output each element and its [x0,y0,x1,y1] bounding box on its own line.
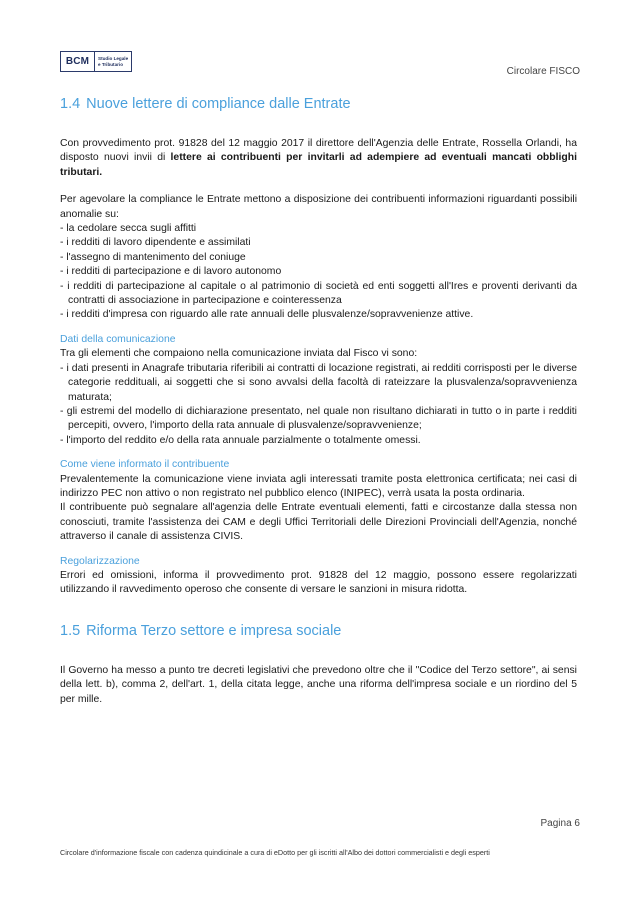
terzo-settore-paragraph: Il Governo ha messo a punto tre decreti legislativi che prevedono oltre che il "Codice del Terzo settore", ai sensi della lett. b), comma 2, dell'art. 1, della citata legge, anche una riforma dell'impresa sociale e un riordino del 5 per mille. [60,664,577,705]
section-number: 1.4 [60,96,81,112]
list-item: - i redditi di lavoro dipendente e assimilati [60,237,251,249]
list-item: - gli estremi del modello di dichiarazione presentato, nel quale non risultano dichiarati in tutto o in parte i redditi percepiti, ovvero, l'importo della rata annuale di plusvalenze/sopravvenienze; [60,405,577,432]
anomalies-list [60,222,577,323]
section-1-5-heading [60,622,577,640]
main-content [60,95,577,707]
dati-intro: Tra gli elementi che compaiono nella comunicazione inviata dal Fisco vi sono: [60,348,418,360]
header-circolare-label: Circolare FISCO [506,66,580,77]
list-item: - i dati presenti in Anagrafe tributaria riferibili ai contratti di locazione registrati, ai redditi corrisposti per le diverse categorie reddituali, ai soggetti che si sono avvalsi della facoltà di rateizzare la plusvalenza/sopravvenienza maturata; [60,362,577,403]
section-number: 1.5 [60,622,81,639]
dati-list [60,362,577,448]
informato-paragraph-1: Prevalentemente la comunicazione viene inviata agli interessati tramite posta elettronica certificata; nei casi di indirizzo PEC non attivo o non registrato nel pubblico elenco (INIPEC), verrà usata la posta ordinaria. [60,473,577,499]
logo-line-1: Studio Legale [98,56,129,62]
regolarizzazione-paragraph: Errori ed omissioni, informa il provvedimento prot. 91828 del 12 maggio, possono essere regolarizzati utilizzando il ravvedimento operoso che consente di versare le sanzioni in misura ridotta. [60,569,577,596]
logo-text [95,52,131,71]
footer-note: Circolare d'informazione fiscale con cadenza quindicinale a cura di eDotto per gli iscritti all'Albo dei dottori commercialisti e degli esperti [60,848,490,857]
intro-paragraph [60,137,577,180]
anomalies-intro: Per agevolare la compliance le Entrate mettono a disposizione dei contribuenti informazioni riguardanti possibili anomalie su: [60,194,577,220]
list-item: - l'importo del reddito e/o della rata annuale parzialmente o totalmente omessi. [60,434,421,446]
informato-paragraph-2: Il contribuente può segnalare all'agenzia delle Entrate eventuali elementi, fatti e circostanze dalla stessa non conosciuti, tramite l'assistenza dei CAM e degli Uffici Territoriali delle Direzioni Provinciali dell'Agenzia, nonché attraverso il canale di assistenza CIVIS. [60,502,577,543]
logo-line-2: e Tributario [98,61,124,67]
bcm-logo [60,51,132,72]
section-title: Nuove lettere di compliance dalle Entrate [86,96,351,112]
page-number: Pagina 6 [540,818,580,829]
section-title: Riforma Terzo settore e impresa sociale [86,622,342,639]
intro-bold-text: lettere ai contribuenti per invitarli ad adempiere ad eventuali mancati obblighi tributari. [60,152,577,178]
list-item: - i redditi di partecipazione e di lavoro autonomo [60,266,282,278]
section-1-4-heading [60,95,577,113]
list-item: - i redditi di partecipazione al capitale o al patrimonio di società ed enti soggetti all'Ires e proventi derivanti da contratti di associazione in partecipazione e cointeressenza [60,280,577,307]
informato-subheading: Come viene informato il contribuente [60,459,230,471]
intro-text: Con provvedimento prot. 91828 del 12 maggio 2017 il direttore dell'Agenzia delle Entrate, Rossella Orlandi, ha disposto nuovi invii di [60,138,577,164]
regolarizzazione-subheading: Regolarizzazione [60,555,140,567]
list-item: - l'assegno di mantenimento del coniuge [60,251,246,263]
list-item: - i redditi d'impresa con riguardo alle rate annuali delle plusvalenze/sopravvenienze attive. [60,309,474,321]
dati-subheading: Dati della comunicazione [60,333,176,345]
logo-mark: BCM [61,52,95,71]
list-item: - la cedolare secca sugli affitti [60,223,197,235]
